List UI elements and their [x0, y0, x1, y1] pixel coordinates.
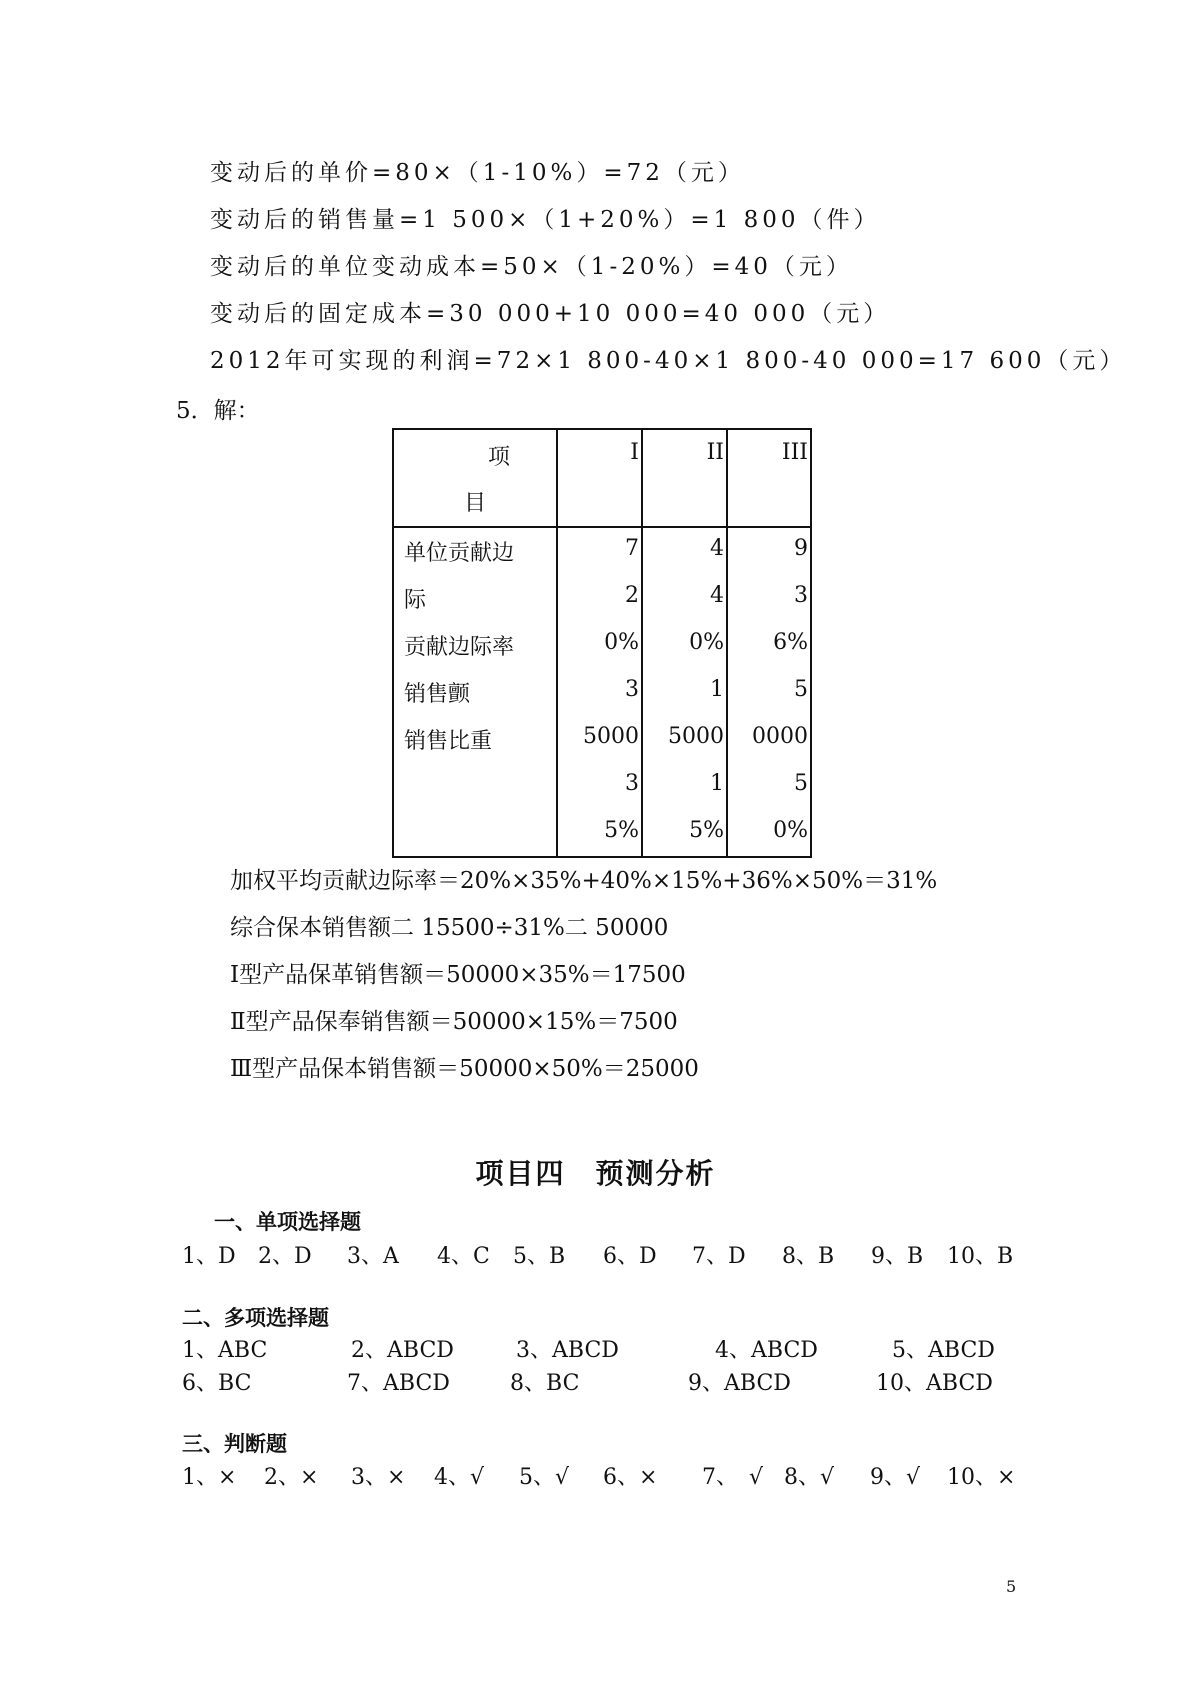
col1-value: 5000 — [583, 724, 639, 749]
true-false-answer: 6、× — [603, 1465, 658, 1490]
product-i-line: Ⅰ型产品保革销售额＝50000×35%＝17500 — [230, 962, 686, 988]
multiple-choice-heading: 二、多项选择题 — [182, 1306, 329, 1330]
header-col1-cell — [557, 429, 642, 527]
col3-value: 0% — [773, 818, 808, 843]
multiple-answer: 1、ABC — [182, 1338, 268, 1363]
col3-value: 9 — [794, 536, 808, 561]
col2-value: 5% — [689, 818, 724, 843]
col1-value: 7 — [625, 536, 639, 561]
col2-value: 5000 — [668, 724, 724, 749]
single-choice-heading: 一、单项选择题 — [214, 1210, 361, 1234]
single-answer: 8、B — [782, 1244, 835, 1269]
weighted-rate-line: 加权平均贡献边际率＝20%×35%+40%×15%+36%×50%＝31% — [230, 868, 938, 894]
calc-line-unit-price: 变动后的单价=80×（1-10%）=72（元） — [210, 160, 745, 186]
label-sales-amount: 销售颤 — [404, 682, 471, 707]
true-false-answer: 9、√ — [870, 1465, 921, 1490]
table-body-row — [393, 527, 811, 857]
calc-line-sales-volume: 变动后的销售量=1 500×（1+20%）=1 800（件） — [210, 207, 881, 233]
body-col2-cell — [642, 527, 727, 857]
table-header-row — [393, 429, 811, 527]
body-col1-cell — [557, 527, 642, 857]
col1-value: 3 — [625, 771, 639, 796]
col1-value: 0% — [604, 630, 639, 655]
multiple-answer: 10、ABCD — [876, 1371, 993, 1396]
calc-line-variable-cost: 变动后的单位变动成本=50×（1-20%）=40（元） — [210, 254, 853, 280]
col3-value: 6% — [773, 630, 808, 655]
multiple-answer: 6、BC — [182, 1371, 252, 1396]
single-answer: 5、B — [513, 1244, 566, 1269]
solution-label: 5．解： — [176, 398, 260, 424]
label-unit-contribution: 单位贡献边 — [404, 541, 515, 566]
single-answer: 9、B — [871, 1244, 924, 1269]
col2-value: 4 — [710, 583, 724, 608]
label-sales-share: 销售比重 — [404, 729, 493, 754]
body-labels-cell — [393, 527, 557, 857]
product-iii-line: Ⅲ型产品保本销售额＝50000×50%＝25000 — [230, 1056, 699, 1082]
multiple-answer: 7、ABCD — [347, 1371, 450, 1396]
multiple-answer: 9、ABCD — [688, 1371, 791, 1396]
true-false-heading: 三、判断题 — [182, 1432, 287, 1456]
section-title: 项目四 预测分析 — [475, 1157, 716, 1190]
breakeven-total-line: 综合保本销售额二 15500÷31%二 50000 — [230, 915, 669, 941]
true-false-answer: 10、× — [947, 1465, 1016, 1490]
single-answer: 6、D — [603, 1244, 657, 1269]
col3-value: 3 — [794, 583, 808, 608]
single-answer: 1、D — [182, 1244, 236, 1269]
col2-value: 4 — [710, 536, 724, 561]
col2-value: 1 — [710, 677, 724, 702]
product-ii-line: Ⅱ型产品保奉销售额＝50000×15%＝7500 — [230, 1009, 678, 1035]
col1-value: 3 — [625, 677, 639, 702]
col3-value: 5 — [794, 677, 808, 702]
true-false-answer: 4、√ — [434, 1465, 485, 1490]
true-false-answer: 2、× — [264, 1465, 319, 1490]
label-contribution-rate: 贡献边际率 — [404, 635, 515, 660]
multiple-answer: 2、ABCD — [351, 1338, 454, 1363]
header-col3: III — [781, 440, 808, 465]
header-col2: II — [706, 440, 724, 465]
single-answer: 10、B — [947, 1244, 1014, 1269]
true-false-answer: 7、 √ — [702, 1465, 764, 1490]
solution-table — [392, 428, 812, 858]
col2-value: 1 — [710, 771, 724, 796]
col2-value: 0% — [689, 630, 724, 655]
body-col3-cell — [727, 527, 811, 857]
multiple-answer: 8、BC — [510, 1371, 580, 1396]
true-false-answer: 8、√ — [784, 1465, 835, 1490]
single-answer: 2、D — [258, 1244, 312, 1269]
multiple-answer: 4、ABCD — [715, 1338, 818, 1363]
calc-line-fixed-cost: 变动后的固定成本=30 000+10 000=40 000（元） — [210, 301, 891, 327]
col3-value: 0000 — [752, 724, 808, 749]
header-col1: I — [630, 440, 639, 465]
single-answer: 7、D — [692, 1244, 746, 1269]
true-false-answer: 5、√ — [519, 1465, 570, 1490]
label-unit-contribution-cont: 际 — [404, 588, 427, 613]
col1-value: 5% — [604, 818, 639, 843]
page-number: 5 — [1006, 1577, 1017, 1596]
single-answer: 4、C — [437, 1244, 490, 1269]
header-col3-cell — [727, 429, 811, 527]
single-answer: 3、A — [347, 1244, 399, 1269]
col3-value: 5 — [794, 771, 808, 796]
true-false-answer: 1、× — [182, 1465, 237, 1490]
true-false-answer: 3、× — [351, 1465, 406, 1490]
multiple-answer: 5、ABCD — [892, 1338, 995, 1363]
header-item-line2: 目 — [464, 491, 487, 516]
calc-line-profit: 2012年可实现的利润=72×1 800-40×1 800-40 000=17 600（元） — [210, 348, 1127, 374]
col1-value: 2 — [625, 583, 639, 608]
header-col2-cell — [642, 429, 727, 527]
header-item-line1: 项 — [488, 445, 511, 470]
multiple-answer: 3、ABCD — [516, 1338, 619, 1363]
header-item-cell — [393, 429, 557, 527]
